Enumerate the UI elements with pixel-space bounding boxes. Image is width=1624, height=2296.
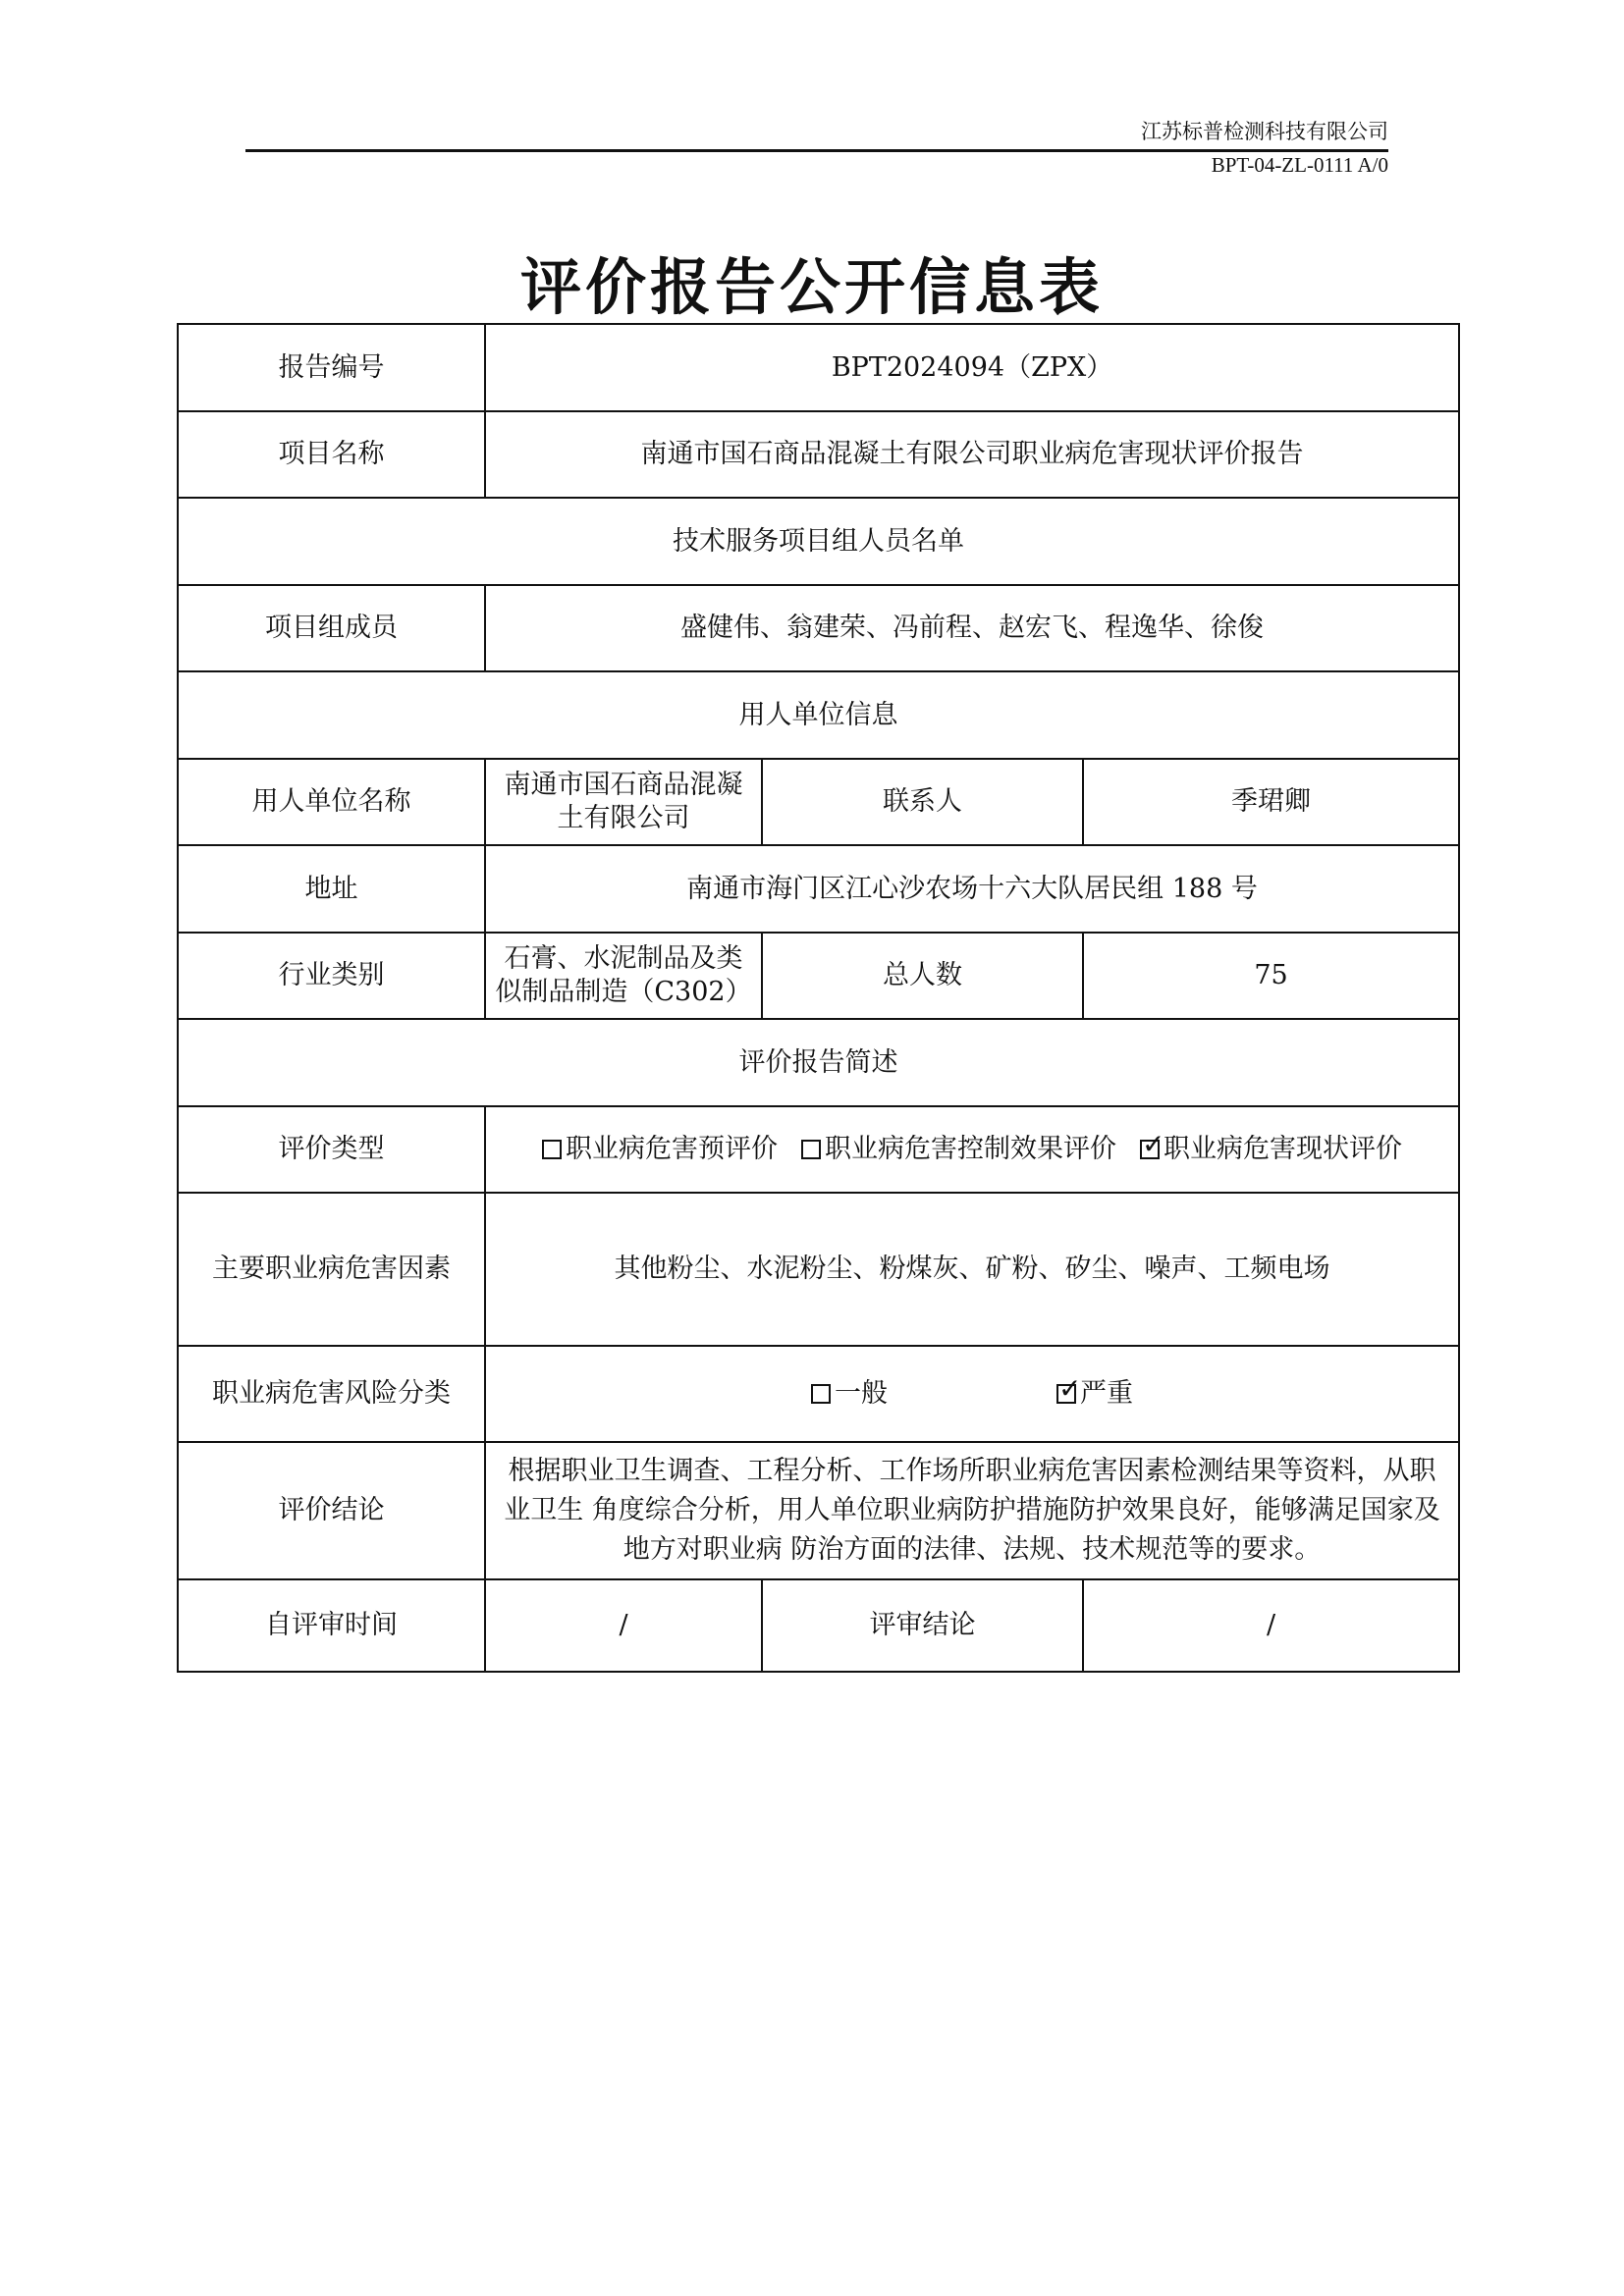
document-code: BPT-04-ZL-0111 A/0: [1211, 153, 1388, 177]
summary-section-heading: 评价报告简述: [178, 1019, 1459, 1106]
eval-type-option-3[interactable]: ✓ 职业病危害现状评价: [1140, 1130, 1402, 1169]
checkbox-checked-icon[interactable]: [1056, 1384, 1076, 1404]
team-value: 盛健伟、翁建荣、冯前程、赵宏飞、程逸华、徐俊: [485, 585, 1459, 671]
report-no-value: BPT2024094（ZPX）: [485, 324, 1459, 411]
employer-name-value: 南通市国石商品混凝土有限公司: [485, 759, 762, 845]
page-title: 评价报告公开信息表: [519, 251, 1104, 323]
risk-option-general[interactable]: 一般: [811, 1374, 888, 1414]
contact-value: 季珺卿: [1083, 759, 1459, 845]
row-team: [178, 585, 1459, 671]
eval-type-options: [485, 1106, 1459, 1193]
conclusion-label: 评价结论: [178, 1442, 485, 1579]
eval-type-label: 评价类型: [178, 1106, 485, 1193]
row-employer-section: [178, 671, 1459, 759]
row-risk: [178, 1346, 1459, 1442]
headcount-label: 总人数: [762, 933, 1083, 1019]
team-section-heading: 技术服务项目组人员名单: [178, 498, 1459, 585]
risk-options: [485, 1346, 1459, 1442]
hazards-value: 其他粉尘、水泥粉尘、粉煤灰、矿粉、矽尘、噪声、工频电场: [485, 1193, 1459, 1346]
headcount-value: 75: [1083, 933, 1459, 1019]
risk-label: 职业病危害风险分类: [178, 1346, 485, 1442]
row-report-no: [178, 324, 1459, 411]
review-time-label: 自评审时间: [178, 1579, 485, 1672]
risk-option-severe[interactable]: ✓ 严重: [1056, 1374, 1133, 1414]
row-eval-type: [178, 1106, 1459, 1193]
project-name-value: 南通市国石商品混凝土有限公司职业病危害现状评价报告: [485, 411, 1459, 498]
checkbox-icon[interactable]: [801, 1140, 821, 1159]
address-value: 南通市海门区江心沙农场十六大队居民组 188 号: [485, 845, 1459, 933]
contact-label: 联系人: [762, 759, 1083, 845]
employer-name-label: 用人单位名称: [178, 759, 485, 845]
row-address: [178, 845, 1459, 933]
address-label: 地址: [178, 845, 485, 933]
row-project-name: [178, 411, 1459, 498]
project-name-label: 项目名称: [178, 411, 485, 498]
eval-type-option-2[interactable]: 职业病危害控制效果评价: [801, 1130, 1116, 1169]
row-industry: [178, 933, 1459, 1019]
team-label: 项目组成员: [178, 585, 485, 671]
info-table: [177, 323, 1460, 1673]
hazards-label: 主要职业病危害因素: [178, 1193, 485, 1346]
conclusion-value: 根据职业卫生调查、工程分析、工作场所职业病危害因素检测结果等资料，从职业卫生 角度综合分析，用人单位职业病防护措施防护效果良好，能够满足国家及地方对职业病 防治方面的法律、法规、技术规范等的要求。: [485, 1442, 1459, 1579]
review-result-value: /: [1083, 1579, 1459, 1672]
checkbox-icon[interactable]: [542, 1140, 562, 1159]
review-result-label: 评审结论: [762, 1579, 1083, 1672]
eval-type-option-1[interactable]: 职业病危害预评价: [542, 1130, 778, 1169]
review-time-value: /: [485, 1579, 762, 1672]
row-hazards: [178, 1193, 1459, 1346]
company-name: 江苏标普检测科技有限公司: [1141, 120, 1388, 143]
row-review: [178, 1579, 1459, 1672]
employer-section-heading: 用人单位信息: [178, 671, 1459, 759]
industry-value: 石膏、水泥制品及类似制品制造（C302）: [485, 933, 762, 1019]
checkbox-checked-icon[interactable]: [1140, 1140, 1160, 1159]
checkbox-icon[interactable]: [811, 1384, 831, 1404]
report-no-label: 报告编号: [178, 324, 485, 411]
row-summary-section: [178, 1019, 1459, 1106]
row-employer-name: [178, 759, 1459, 845]
header-rule: [245, 149, 1388, 152]
industry-label: 行业类别: [178, 933, 485, 1019]
row-team-section: [178, 498, 1459, 585]
row-conclusion: [178, 1442, 1459, 1579]
